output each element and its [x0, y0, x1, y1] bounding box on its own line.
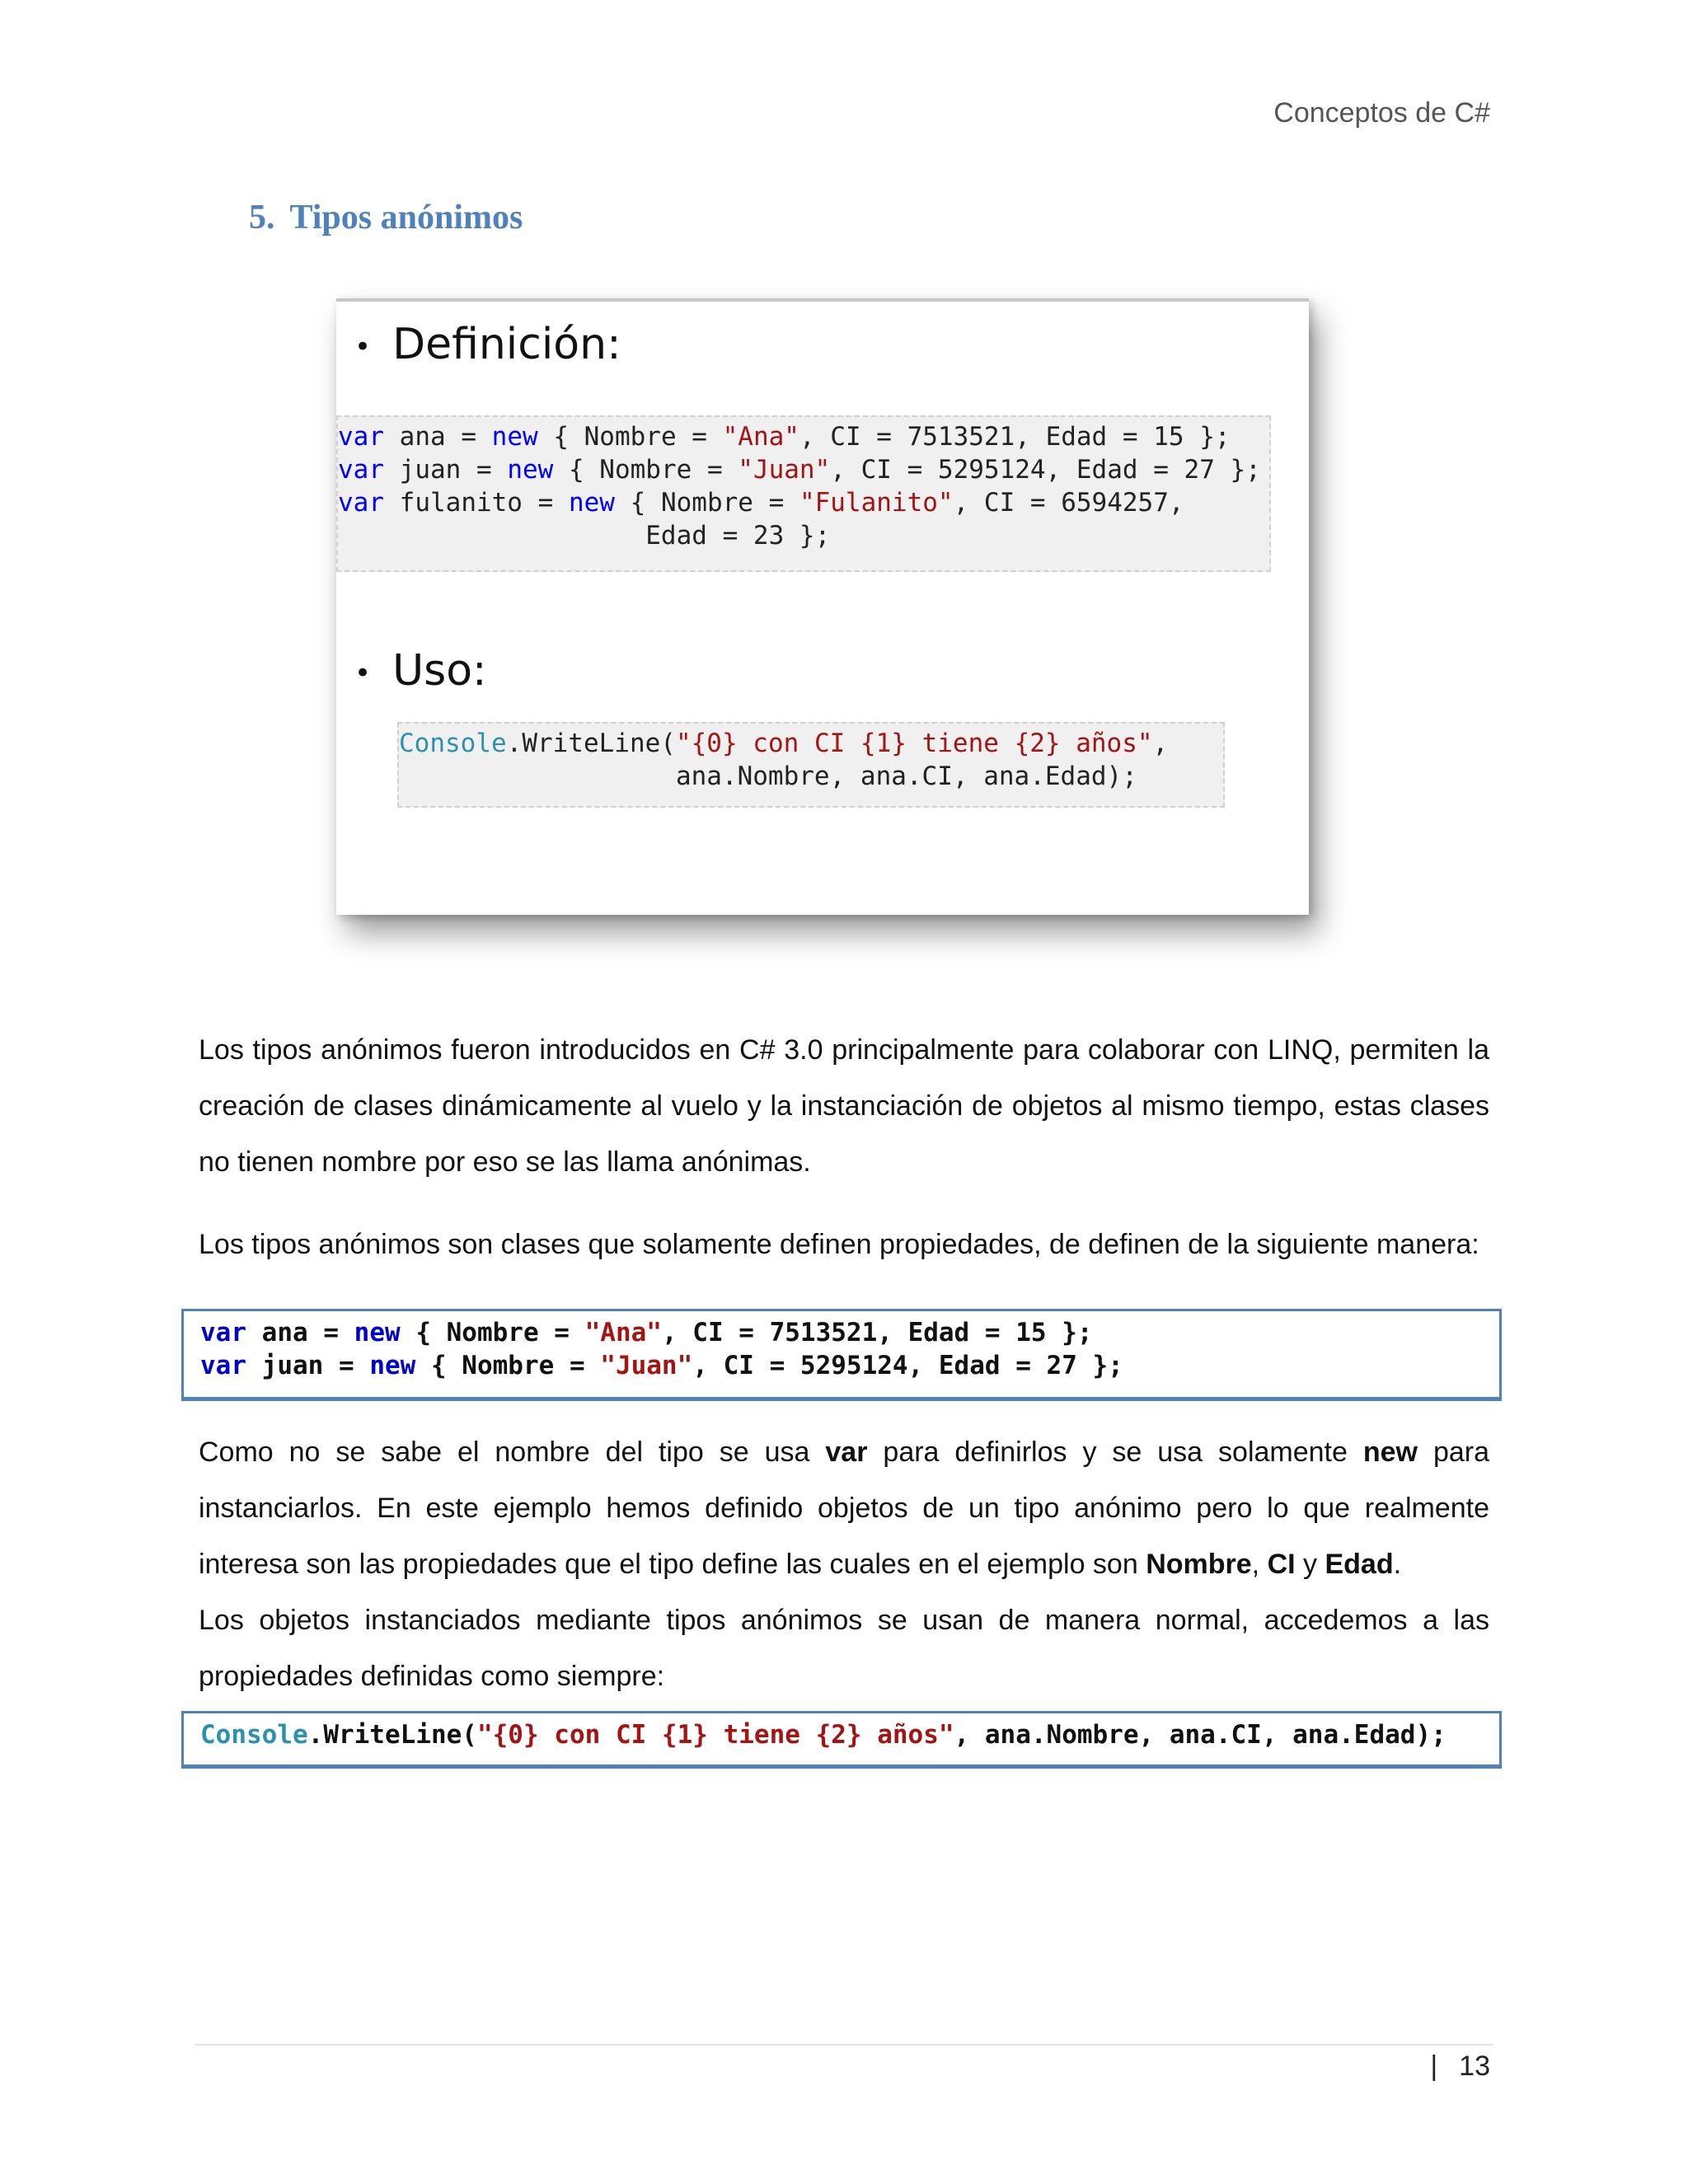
code-token: { Nombre = [400, 1318, 585, 1347]
code-line [399, 727, 1223, 760]
code-line [200, 1349, 1499, 1382]
text-run: para instanciarlos. En este ejemplo hemos definido objetos de un tipo anónimo pero lo que realmente interesa son las propiedades que el tipo define las cuales en el ejemplo son [199, 1436, 1490, 1580]
code-token: , CI = 5295124, Edad = 27 }; [692, 1351, 1123, 1380]
code-token: ana.Nombre, ana.CI, ana.Edad); [399, 762, 1137, 791]
definition-bullet [354, 320, 621, 369]
code-token: , CI = 5295124, Edad = 27 }; [830, 455, 1261, 485]
code-token: var [200, 1351, 246, 1380]
page-separator: | [1430, 2050, 1438, 2082]
bold-term: Edad [1325, 1549, 1394, 1580]
code-token: "{0} con CI {1} tiene {2} años" [476, 1720, 954, 1750]
code-line [338, 420, 1269, 453]
code-line [338, 519, 1269, 552]
definition-label: Definición: [392, 320, 621, 369]
section-title: Tipos anónimos [289, 199, 523, 237]
bullet-dot: • [354, 330, 372, 363]
code-line [338, 486, 1269, 519]
code-token: , [1152, 729, 1169, 758]
code-token: var [338, 488, 384, 518]
code-line [200, 1316, 1499, 1349]
code-token: "{0} con CI {1} tiene {2} años" [675, 729, 1153, 758]
code-line [338, 453, 1269, 486]
code-token: , ana.Nombre, ana.CI, ana.Edad); [954, 1720, 1447, 1750]
code-token: { Nombre = [553, 455, 738, 485]
paragraph-usage: Los objetos instanciados mediante tipos anónimos se usan de manera normal, accedemos a las propiedades definidas como siempre: [199, 1605, 1489, 1692]
code-token: , CI = 7513521, Edad = 15 }; [799, 422, 1231, 452]
bold-term: var [825, 1436, 868, 1468]
bold-term: CI [1267, 1549, 1296, 1580]
code-token: new [369, 1351, 416, 1380]
code-token: .WriteLine( [506, 729, 676, 758]
bold-term: Nombre [1146, 1549, 1252, 1580]
code-token: , CI = 7513521, Edad = 15 }; [661, 1318, 1093, 1347]
code-token: juan = [246, 1351, 370, 1380]
code-token: "Ana" [584, 1318, 662, 1347]
bold-term: new [1362, 1436, 1418, 1468]
slide-definition-code [336, 415, 1271, 572]
code-token: "Fulanito" [799, 488, 954, 518]
text-run: , [1251, 1549, 1268, 1580]
slide-usage-code [397, 722, 1225, 808]
text-run: y [1295, 1549, 1325, 1580]
code-token: Edad = 23 }; [338, 521, 831, 551]
section-heading [249, 198, 523, 237]
slide-image [336, 298, 1309, 915]
footer-divider [195, 2044, 1493, 2046]
code-token: Console [200, 1720, 308, 1750]
code-token: { Nombre = [614, 488, 799, 518]
paragraph-definition: Los tipos anónimos son clases que solamente definen propiedades, de definen de la siguiente manera: [199, 1229, 1479, 1260]
page-number-value: 13 [1459, 2050, 1490, 2082]
code-token: "Juan" [738, 455, 831, 485]
usage-label: Uso: [392, 646, 487, 696]
code-line [399, 760, 1223, 793]
paragraph-explanation [199, 1424, 1489, 1592]
code-block-definition [181, 1309, 1502, 1401]
code-token: new [568, 488, 615, 518]
paragraph-intro: Los tipos anónimos fueron introducidos en C# 3.0 principalmente para colaborar con LINQ, permiten la creación de clases dinámicamente al vuelo y la instanciación de objetos al mismo tiempo, estas clases no tienen nombre por eso se las llama anónimas. [199, 1034, 1489, 1178]
code-token: fulanito = [384, 488, 569, 518]
code-token: ana = [246, 1318, 354, 1347]
code-token: juan = [384, 455, 508, 485]
page-header-title: Conceptos de C# [1273, 97, 1490, 129]
code-token: Console [399, 729, 507, 758]
text-run: . [1393, 1549, 1402, 1580]
code-token: new [507, 455, 554, 485]
code-token: .WriteLine( [307, 1720, 477, 1750]
code-token: { Nombre = [537, 422, 723, 452]
code-line [200, 1718, 1499, 1751]
code-token: { Nombre = [415, 1351, 601, 1380]
section-number: 5. [249, 199, 275, 237]
code-token: "Ana" [722, 422, 799, 452]
code-token: var [338, 455, 384, 485]
code-block-usage [181, 1711, 1502, 1769]
text-run: Como no se sabe el nombre del tipo se usa [199, 1436, 826, 1468]
code-token: , CI = 6594257, [953, 488, 1184, 518]
code-token: var [338, 422, 384, 452]
page-number [1430, 2050, 1490, 2083]
code-token: new [354, 1318, 401, 1347]
bullet-dot: • [354, 657, 372, 690]
usage-bullet [354, 646, 487, 696]
code-token: "Juan" [600, 1351, 693, 1380]
code-token: var [200, 1318, 246, 1347]
code-token: ana = [384, 422, 492, 452]
code-token: new [491, 422, 538, 452]
text-run: para definirlos y se usa solamente [867, 1436, 1363, 1468]
